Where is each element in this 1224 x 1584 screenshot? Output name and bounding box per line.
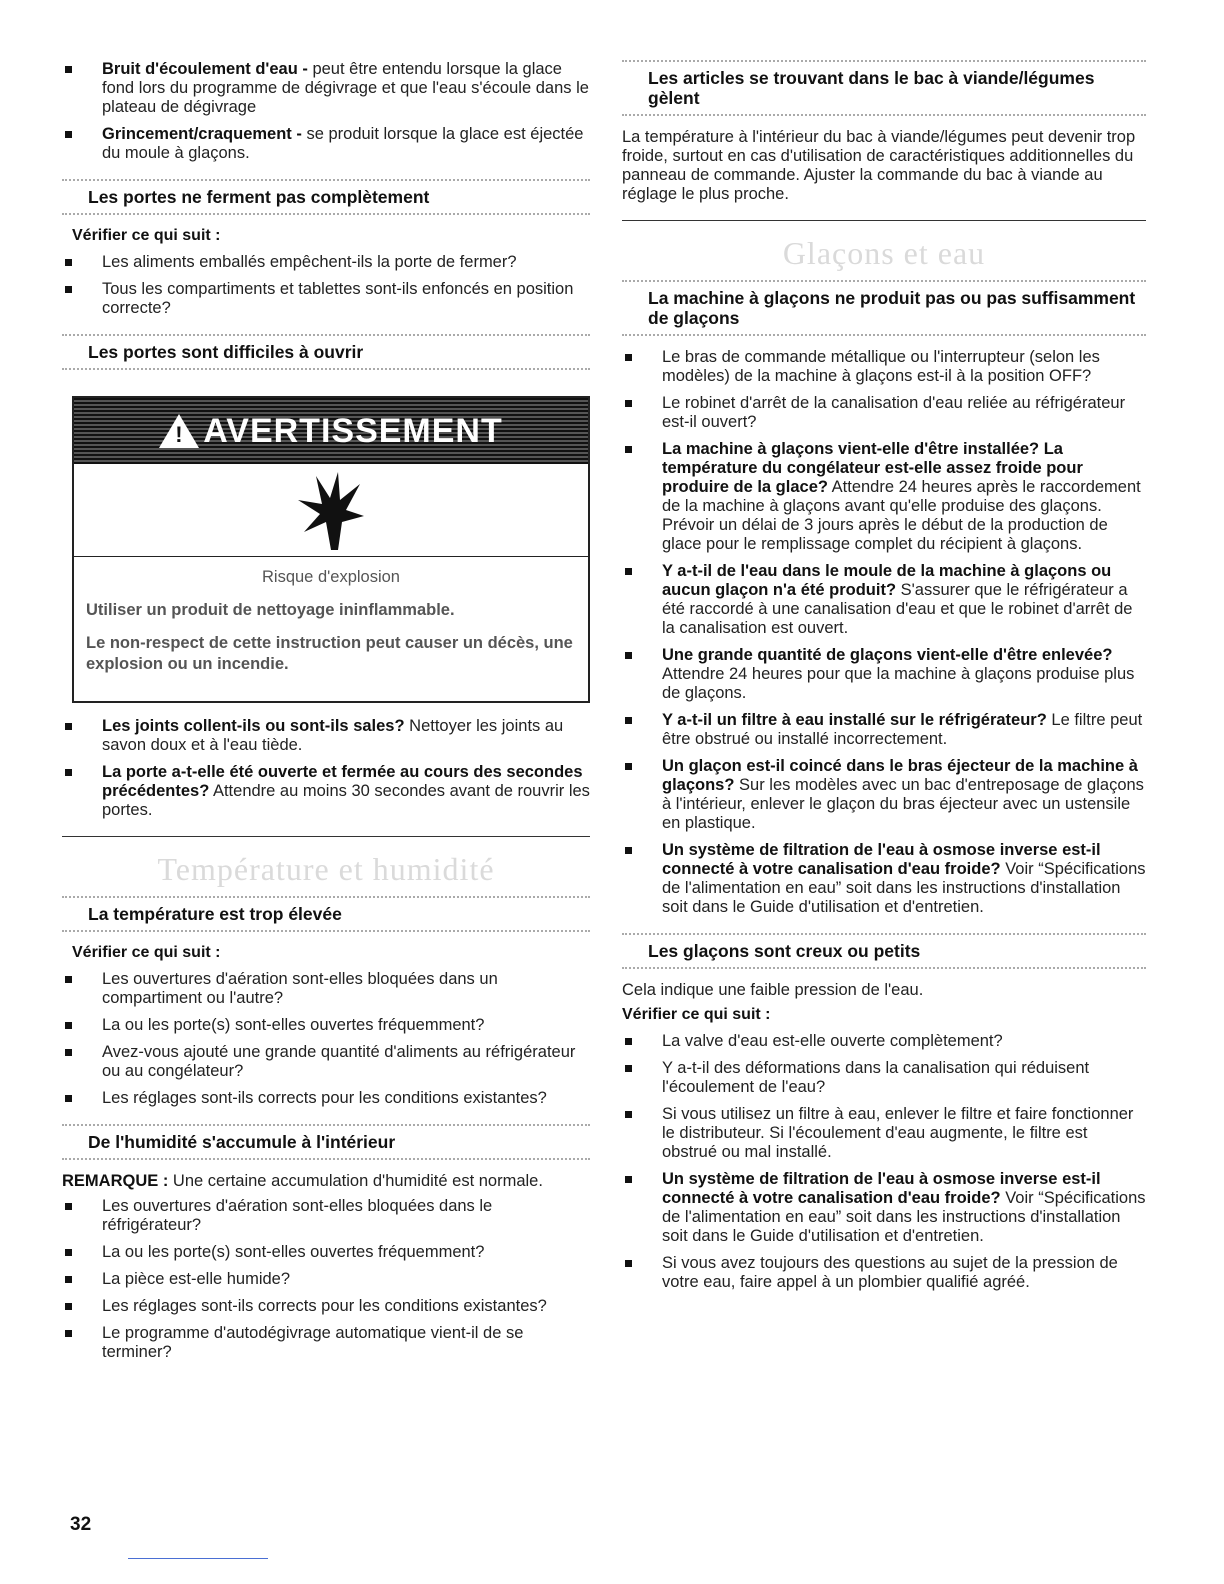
right-column: [622, 60, 1146, 1300]
doors-close-heading: Les portes ne ferment pas complètement: [62, 179, 590, 215]
section-title-ice: Glaçons et eau: [622, 220, 1146, 280]
list-item: Les ouvertures d'aération sont-elles bloquées dans un compartiment ou l'autre?: [62, 970, 590, 1008]
list-item: Le bras de commande métallique ou l'interrupteur (selon les modèles) de la machine à glaçons est-il à la position OFF?: [622, 348, 1146, 386]
section-title-temperature: Température et humidité: [62, 836, 590, 896]
list-item: Un glaçon est-il coincé dans le bras éjecteur de la machine à glaçons? Sur les modèles avec un bac d'entreposage de glaçons à l'intérieur, enlever le glaçon du bras éjecteur avec un ustensile en plastique.: [622, 757, 1146, 833]
page-number: 32: [70, 1514, 92, 1535]
freeze-text: La température à l'intérieur du bac à viande/légumes peut devenir trop froide, surtout en cas d'utilisation de caractéristiques additionnelles du panneau de commande. Ajuster la commande du bac à viande au réglage le plus proche.: [622, 128, 1136, 203]
warning-box: [72, 396, 590, 703]
list-item: Les joints collent-ils ou sont-ils sales? Nettoyer les joints au savon doux et à l'eau tiède.: [62, 717, 590, 755]
list-item: Y a-t-il des déformations dans la canalisation qui réduisent l'écoulement de l'eau?: [622, 1059, 1146, 1097]
list-item: Y a-t-il de l'eau dans le moule de la machine à glaçons ou aucun glaçon n'a été produit? S'assurer que le réfrigérateur a été raccordé à une canalisation d'eau et que le robinet d'arrêt de la canalisation est ouvert.: [622, 562, 1146, 638]
list-item: La ou les porte(s) sont-elles ouvertes fréquemment?: [62, 1243, 590, 1262]
list-item: Y a-t-il un filtre à eau installé sur le réfrigérateur? Le filtre peut être obstrué ou installé incorrectement.: [622, 711, 1146, 749]
doors-open-heading: Les portes sont difficiles à ouvrir: [62, 334, 590, 370]
list-item: Une grande quantité de glaçons vient-elle d'être enlevée? Attendre 24 heures pour que la machine à glaçons produise plus de glaçons.: [622, 646, 1146, 703]
warning-body: [74, 557, 588, 701]
warning-line-1: Utiliser un produit de nettoyage ininflammable.: [86, 601, 455, 619]
list-item: Bruit d'écoulement d'eau - peut être entendu lorsque la glace fond lors du programme de dégivrage et que l'eau s'écoule dans le plateau de dégivrage: [62, 60, 590, 117]
icemaker-list: [622, 348, 1146, 917]
explosion-icon-area: [74, 464, 588, 557]
warning-risk: Risque d'explosion: [262, 568, 400, 586]
doors-list: [62, 717, 590, 820]
warning-line-2: Le non-respect de cette instruction peut causer un décès, une explosion ou un incendie.: [86, 634, 573, 673]
verify-label: Vérifier ce qui suit :: [72, 227, 221, 244]
explosion-icon: [296, 470, 366, 550]
left-column: [62, 60, 590, 1370]
warning-triangle-icon: !: [159, 414, 199, 448]
list-item: La machine à glaçons vient-elle d'être installée? La température du congélateur est-elle assez froide pour produire de la glace? Attendre 24 heures après le raccordement de la machine à glaçons avant qu'elle produise des glaçons. Prévoir un délai de 3 jours après le début de la production de glace pour le remplissage complet du récipient à glaçons.: [622, 440, 1146, 554]
list-item: Les réglages sont-ils corrects pour les conditions existantes?: [62, 1089, 590, 1108]
list-item: Si vous avez toujours des questions au sujet de la pression de votre eau, faire appel à un plombier qualifié agréé.: [622, 1254, 1146, 1292]
list-item: La ou les porte(s) sont-elles ouvertes fréquemment?: [62, 1016, 590, 1035]
list-item: Tous les compartiments et tablettes sont-ils enfoncés en position correcte?: [62, 280, 590, 318]
list-item: La porte a-t-elle été ouverte et fermée au cours des secondes précédentes? Attendre au moins 30 secondes avant de rouvrir les portes.: [62, 763, 590, 820]
list-item: La pièce est-elle humide?: [62, 1270, 590, 1289]
footer-line: [128, 1558, 268, 1559]
warning-banner: [74, 398, 588, 464]
hollow-text: Cela indique une faible pression de l'eau.: [622, 981, 924, 999]
list-item: Un système de filtration de l'eau à osmose inverse est-il connecté à votre canalisation d'eau froide? Voir “Spécifications de l'alimentation en eau” soit dans les instructions d'installation soit dans le Guide d'utilisation et d'entretien.: [622, 841, 1146, 917]
list-item: Le robinet d'arrêt de la canalisation d'eau reliée au réfrigérateur est-il ouvert?: [622, 394, 1146, 432]
humidity-note: REMARQUE : Une certaine accumulation d'humidité est normale.: [62, 1172, 543, 1190]
list-item: Grincement/craquement - se produit lorsque la glace est éjectée du moule à glaçons.: [62, 125, 590, 163]
doors-close-list: [62, 253, 590, 318]
list-item: Si vous utilisez un filtre à eau, enlever le filtre et faire fonctionner le distributeur. Si l'écoulement d'eau augmente, le filtre est obstrué ou mal installé.: [622, 1105, 1146, 1162]
freeze-heading: Les articles se trouvant dans le bac à viande/légumes gèlent: [622, 60, 1146, 116]
humidity-heading: De l'humidité s'accumule à l'intérieur: [62, 1124, 590, 1160]
warning-title: AVERTISSEMENT: [203, 411, 503, 450]
list-item: Avez-vous ajouté une grande quantité d'aliments au réfrigérateur ou au congélateur?: [62, 1043, 590, 1081]
verify-label: Vérifier ce qui suit :: [622, 1006, 771, 1023]
temp-high-heading: La température est trop élevée: [62, 896, 590, 932]
temp-high-list: [62, 970, 590, 1108]
humidity-list: [62, 1197, 590, 1362]
hollow-list: [622, 1032, 1146, 1292]
list-item: Un système de filtration de l'eau à osmose inverse est-il connecté à votre canalisation d'eau froide? Voir “Spécifications de l'alimentation en eau” soit dans les instructions d'installation soit dans le Guide d'utilisation et d'entretien.: [622, 1170, 1146, 1246]
icemaker-heading: La machine à glaçons ne produit pas ou pas suffisamment de glaçons: [622, 280, 1146, 336]
list-item: Le programme d'autodégivrage automatique vient-il de se terminer?: [62, 1324, 590, 1362]
noise-list: [62, 60, 590, 163]
verify-label: Vérifier ce qui suit :: [72, 944, 221, 961]
list-item: Les aliments emballés empêchent-ils la porte de fermer?: [62, 253, 590, 272]
list-item: La valve d'eau est-elle ouverte complètement?: [622, 1032, 1146, 1051]
hollow-heading: Les glaçons sont creux ou petits: [622, 933, 1146, 969]
list-item: Les ouvertures d'aération sont-elles bloquées dans le réfrigérateur?: [62, 1197, 590, 1235]
list-item: Les réglages sont-ils corrects pour les conditions existantes?: [62, 1297, 590, 1316]
